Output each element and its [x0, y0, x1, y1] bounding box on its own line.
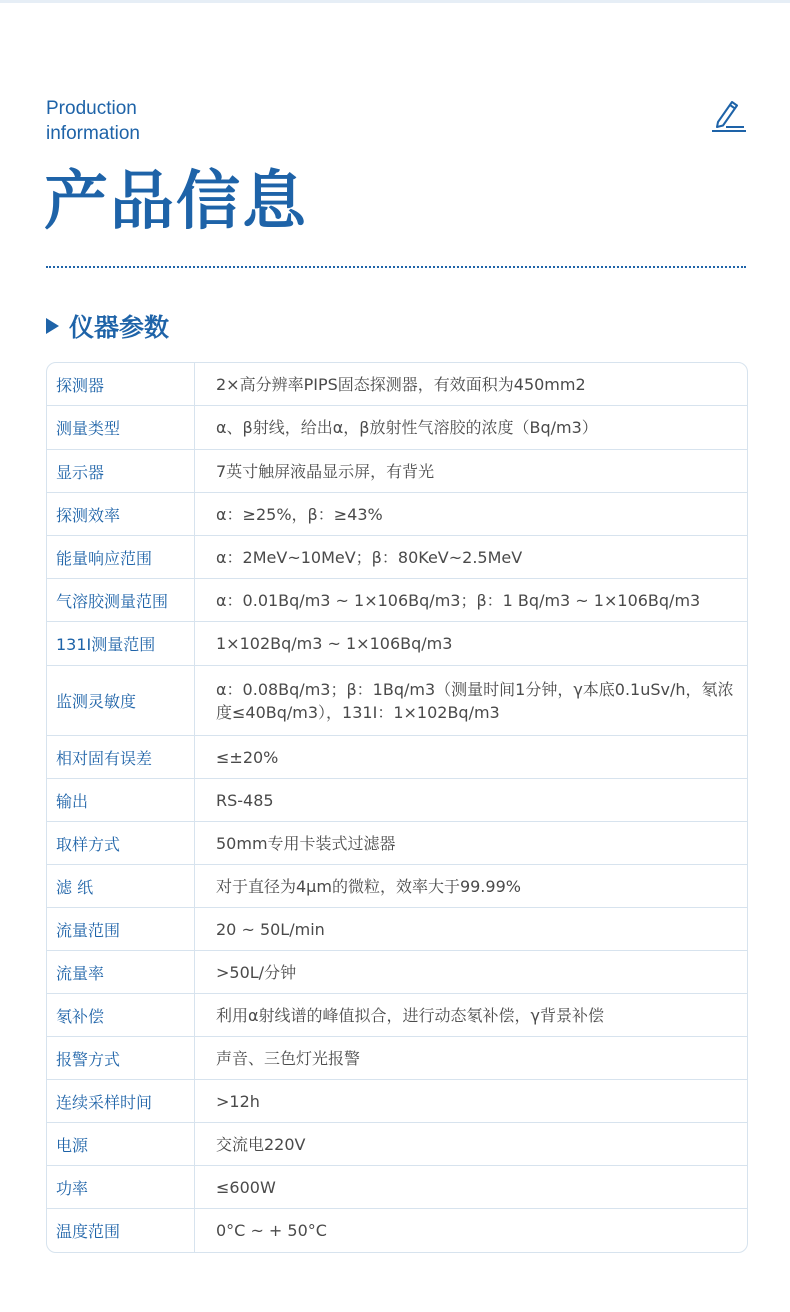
param-label: 气溶胶测量范围 — [47, 579, 195, 621]
params-table — [46, 362, 748, 1253]
section-heading — [46, 308, 169, 344]
table-row — [47, 736, 747, 779]
param-label: 流量范围 — [47, 908, 195, 950]
table-row — [47, 1123, 747, 1166]
param-value: RS-485 — [216, 790, 274, 810]
param-value: 50mm专用卡装式过滤器 — [216, 833, 396, 853]
param-label: 探测器 — [47, 363, 195, 405]
param-label: 输出 — [47, 779, 195, 821]
dotted-divider — [46, 266, 746, 268]
table-row — [47, 579, 747, 622]
table-row — [47, 536, 747, 579]
param-label: 相对固有误差 — [47, 736, 195, 778]
english-title-line-1: Production — [46, 98, 137, 119]
table-row — [47, 622, 747, 666]
table-row — [47, 865, 747, 908]
param-label: 探测效率 — [47, 493, 195, 535]
table-row — [47, 994, 747, 1037]
param-value: α：2MeV~10MeV；β：80KeV~2.5MeV — [216, 547, 523, 567]
param-label: 显示器 — [47, 450, 195, 492]
param-value: α：≥25%，β：≥43% — [216, 504, 383, 524]
page-title: 产品信息 — [44, 164, 308, 239]
param-label: 测量类型 — [47, 406, 195, 449]
param-value: α：0.08Bq/m3；β：1Bq/m3（测量时间1分钟，γ本底0.1uSv/h，氡浓度≤40Bq/m3），131I：1×102Bq/m3 — [216, 679, 734, 722]
param-label: 能量响应范围 — [47, 536, 195, 578]
param-label: 流量率 — [47, 951, 195, 993]
param-value: 声音、三色灯光报警 — [216, 1048, 361, 1068]
param-value: 7英寸触屏液晶显示屏，有背光 — [216, 461, 435, 481]
param-value: 1×102Bq/m3 ~ 1×106Bq/m3 — [216, 634, 453, 653]
table-row — [47, 666, 747, 736]
param-value: α：0.01Bq/m3 ~ 1×106Bq/m3；β：1 Bq/m3 ~ 1×106Bq/m3 — [216, 590, 701, 610]
table-row — [47, 822, 747, 865]
param-value: ≤±20% — [216, 747, 279, 767]
param-label: 滤 纸 — [47, 865, 195, 907]
section-title: 仪器参数 — [69, 313, 170, 342]
param-label: 功率 — [47, 1166, 195, 1208]
param-label: 电源 — [47, 1123, 195, 1165]
param-value: 交流电220V — [216, 1134, 306, 1154]
param-value: 0°C ~ + 50°C — [216, 1221, 327, 1240]
param-value: >12h — [216, 1091, 260, 1111]
table-row — [47, 908, 747, 951]
english-title-line-2: information — [46, 123, 140, 144]
param-value: ≤600W — [216, 1177, 276, 1197]
param-label: 131I测量范围 — [47, 622, 195, 665]
table-row — [47, 406, 747, 450]
param-label: 监测灵敏度 — [47, 666, 195, 735]
param-label: 温度范围 — [47, 1209, 195, 1252]
table-row — [47, 1080, 747, 1123]
table-row — [47, 363, 747, 406]
param-label: 氡补偿 — [47, 994, 195, 1036]
param-label: 报警方式 — [47, 1037, 195, 1079]
param-label: 取样方式 — [47, 822, 195, 864]
param-label: 连续采样时间 — [47, 1080, 195, 1122]
table-row — [47, 779, 747, 822]
param-value: >50L/分钟 — [216, 962, 297, 982]
english-title — [46, 96, 140, 146]
table-row — [47, 1166, 747, 1209]
table-row — [47, 1209, 747, 1252]
table-row — [47, 493, 747, 536]
param-value: 对于直径为4μm的微粒，效率大于99.99% — [216, 876, 521, 896]
pencil-edit-icon[interactable] — [710, 96, 746, 134]
param-value: 2×高分辨率PIPS固态探测器，有效面积为450mm2 — [216, 374, 586, 394]
play-triangle-icon — [46, 318, 59, 334]
table-row — [47, 450, 747, 493]
table-row — [47, 951, 747, 994]
param-value: 20 ~ 50L/min — [216, 919, 325, 939]
table-row — [47, 1037, 747, 1080]
top-divider — [0, 0, 790, 3]
param-value: α、β射线，给出α，β放射性气溶胶的浓度（Bq/m3） — [216, 418, 598, 437]
param-value: 利用α射线谱的峰值拟合，进行动态氡补偿，γ背景补偿 — [216, 1005, 605, 1025]
